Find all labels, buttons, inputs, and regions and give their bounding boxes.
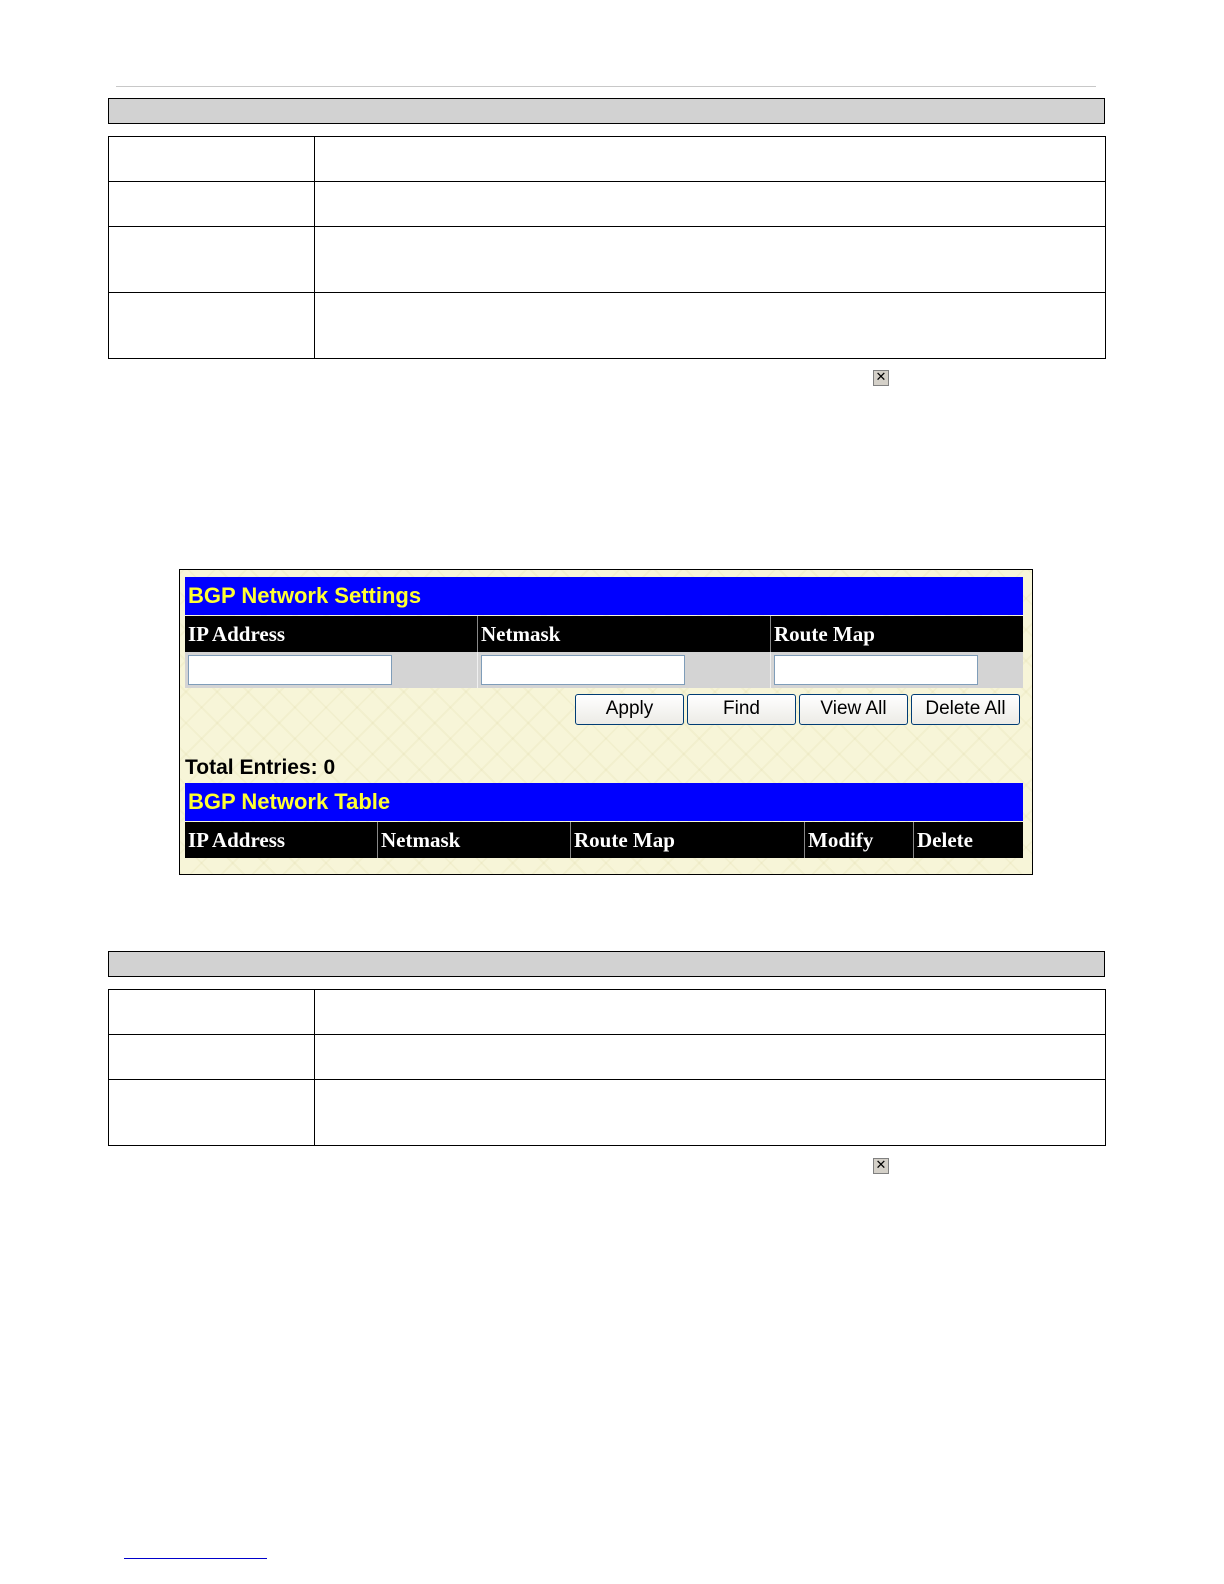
parameter-description-table — [108, 136, 1106, 359]
table-row — [109, 227, 1106, 293]
table-column-modify: Modify — [805, 822, 914, 858]
settings-title: BGP Network Settings — [185, 577, 1023, 615]
delete-all-button[interactable]: Delete All — [911, 694, 1020, 725]
table-row — [109, 1035, 1106, 1080]
parameter-description-table — [108, 989, 1106, 1146]
table-row — [109, 182, 1106, 227]
column-header-route-map: Route Map — [774, 622, 875, 646]
table-column-route-map: Route Map — [571, 822, 805, 858]
route-map-input[interactable] — [774, 655, 978, 685]
table-row — [109, 137, 1106, 182]
table-column-ip-address: IP Address — [185, 822, 378, 858]
table-heading-bar — [108, 98, 1105, 124]
close-icon: ✕ — [873, 1158, 889, 1174]
close-icon: ✕ — [873, 370, 889, 386]
ip-address-cell — [185, 652, 478, 688]
route-map-cell — [771, 652, 1023, 688]
table-column-netmask: Netmask — [378, 822, 571, 858]
find-button[interactable]: Find — [687, 694, 796, 725]
column-header-ip-address: IP Address — [185, 616, 478, 652]
total-entries: Total Entries: 0 — [185, 756, 336, 779]
table-column-delete: Delete — [917, 828, 973, 852]
page-header-rule — [116, 86, 1096, 87]
column-header-netmask: Netmask — [478, 616, 771, 652]
ip-address-input[interactable] — [188, 655, 392, 685]
table-header-row — [185, 822, 1023, 858]
action-buttons — [575, 694, 1020, 725]
table-row — [109, 1080, 1106, 1146]
netmask-input[interactable] — [481, 655, 685, 685]
view-all-button[interactable]: View All — [799, 694, 908, 725]
footer-link-underline[interactable] — [124, 1558, 267, 1559]
table-row — [109, 293, 1106, 359]
table-heading-bar — [108, 951, 1105, 977]
settings-header-row — [185, 616, 1023, 652]
netmask-cell — [478, 652, 771, 688]
table-row — [109, 990, 1106, 1035]
table-title: BGP Network Table — [185, 783, 1023, 821]
settings-input-row — [185, 652, 1023, 688]
apply-button[interactable]: Apply — [575, 694, 684, 725]
bgp-network-window — [179, 569, 1033, 875]
